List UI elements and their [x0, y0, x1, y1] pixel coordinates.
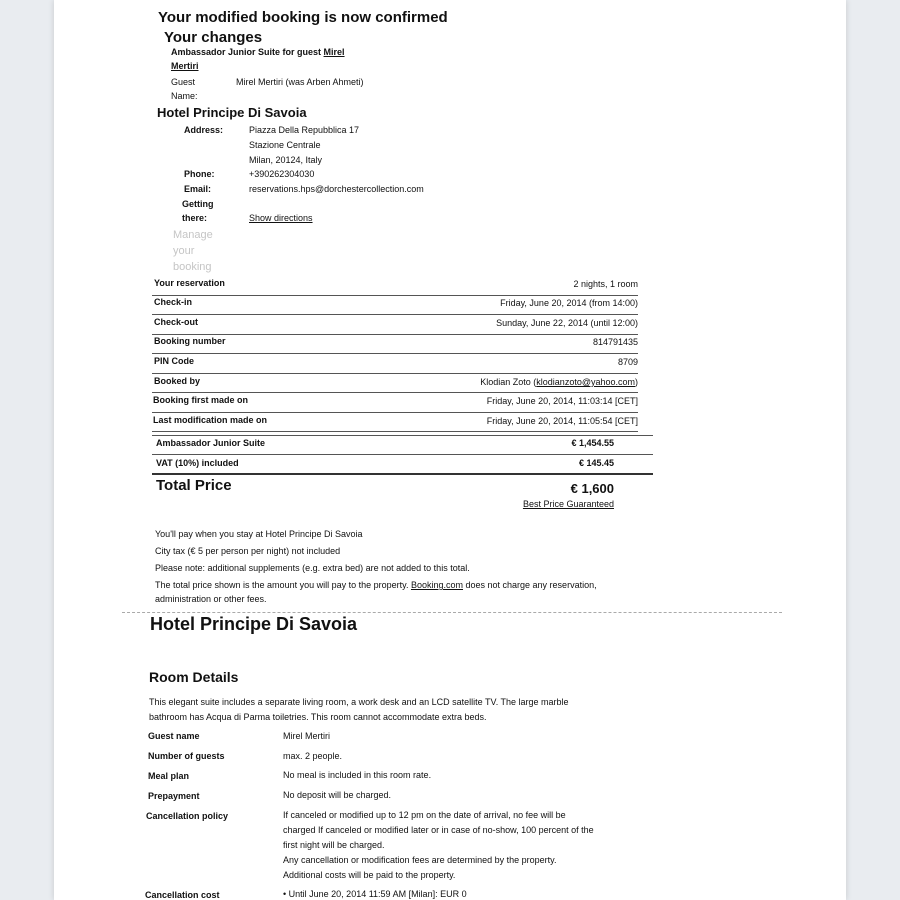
- change-item: [171, 47, 345, 57]
- booking-number-value: 814791435: [592, 337, 638, 347]
- prepayment-label: Prepayment: [148, 791, 200, 801]
- guest-name-detail: Mirel Mertiri: [283, 731, 330, 741]
- manage-booking-link[interactable]: Manage: [173, 229, 213, 241]
- cancellation-line-5: Additional costs will be paid to the property.: [283, 870, 456, 880]
- change-item-prefix: Ambassador Junior Suite for guest: [171, 47, 324, 57]
- show-directions-link[interactable]: Show directions: [249, 213, 313, 223]
- row-divider: [152, 334, 638, 335]
- price-divider: [152, 454, 653, 455]
- checkin-label: Check-in: [154, 297, 193, 307]
- guest-label-2: Name:: [171, 91, 198, 101]
- address-line-3: Milan, 20124, Italy: [249, 155, 323, 165]
- prepayment-value: No deposit will be charged.: [283, 790, 392, 800]
- meal-plan-label: Meal plan: [148, 771, 190, 781]
- row-divider: [152, 353, 638, 354]
- phone-label: Phone:: [184, 169, 215, 179]
- cancellation-policy-label: Cancellation policy: [146, 811, 229, 821]
- row-divider: [152, 373, 638, 374]
- section-separator: [122, 612, 782, 613]
- manage-booking-link-2[interactable]: your: [173, 245, 195, 257]
- vat-label: VAT (10%) included: [156, 458, 239, 468]
- room-description-line-1: This elegant suite includes a separate living room, a work desk and an LCD satellite TV. The large marble: [149, 697, 569, 707]
- city-tax-note: City tax (€ 5 per person per night) not included: [155, 546, 341, 556]
- last-modified-value: Friday, June 20, 2014, 11:05:54 [CET]: [486, 416, 638, 426]
- guest-name-value: Mirel Mertiri (was Arben Ahmeti): [236, 77, 364, 87]
- booking-com-link[interactable]: Booking.com: [410, 580, 463, 590]
- total-price-label: Total Price: [156, 477, 232, 494]
- total-explanation-note: [155, 580, 597, 590]
- room-price-value: € 1,454.55: [571, 438, 614, 448]
- row-divider: [152, 392, 638, 393]
- getting-there-label-2: there:: [182, 213, 208, 223]
- cancellation-line-1: If canceled or modified up to 12 pm on the date of arrival, no fee will be: [283, 810, 566, 820]
- booking-number-label: Booking number: [154, 336, 226, 346]
- pin-code-label: PIN Code: [154, 356, 195, 366]
- cancellation-line-4: Any cancellation or modification fees are determined by the property.: [283, 855, 557, 865]
- price-divider: [152, 435, 653, 436]
- phone-value: +390262304030: [249, 169, 315, 179]
- cancellation-line-3: first night will be charged.: [283, 840, 385, 850]
- reservation-row-label: Your reservation: [154, 278, 225, 288]
- getting-there-label: Getting: [182, 199, 214, 209]
- pay-at-hotel-note: You'll pay when you stay at Hotel Principe Di Savoia: [155, 529, 363, 539]
- checkin-value: Friday, June 20, 2014 (from 14:00): [500, 298, 638, 308]
- confirmation-title: Your modified booking is now confirmed: [158, 9, 448, 26]
- first-made-label: Booking first made on: [153, 395, 249, 405]
- total-explanation-note-2: administration or other fees.: [155, 594, 267, 604]
- pin-code-value: 8709: [617, 357, 638, 367]
- address-line-1: Piazza Della Repubblica 17: [249, 125, 360, 135]
- number-of-guests-label: Number of guests: [148, 751, 225, 761]
- total-price-value: € 1,600: [570, 481, 614, 496]
- room-section-hotel-name: Hotel Principe Di Savoia: [150, 614, 358, 634]
- guest-label: Guest: [171, 77, 196, 87]
- supplements-note: Please note: additional supplements (e.g. extra bed) are not added to this total.: [155, 563, 470, 573]
- booker-email-link[interactable]: klodianzoto@yahoo.com: [536, 377, 635, 387]
- booked-by-label: Booked by: [154, 376, 201, 386]
- change-guest-link-line2[interactable]: Mertiri: [171, 61, 199, 71]
- row-divider: [152, 295, 638, 296]
- total-divider: [152, 473, 653, 475]
- address-label: Address:: [184, 125, 224, 135]
- guest-name-label: Guest name: [148, 731, 200, 741]
- best-price-guaranteed-link[interactable]: Best Price Guaranteed: [522, 499, 614, 509]
- address-line-2: Stazione Centrale: [249, 140, 321, 150]
- meal-plan-value: No meal is included in this room rate.: [283, 770, 432, 780]
- total-note-text: The total price shown is the amount you will pay to the property.: [155, 580, 411, 590]
- vat-value: € 145.45: [578, 458, 614, 468]
- manage-booking-link-3[interactable]: booking: [173, 261, 212, 273]
- change-guest-link[interactable]: Mirel: [323, 47, 345, 57]
- changes-title: Your changes: [164, 29, 263, 46]
- room-price-label: Ambassador Junior Suite: [156, 438, 266, 448]
- document-page: [54, 0, 846, 900]
- cancellation-line-2: charged If canceled or modified later or in case of no-show, 100 percent of the: [283, 825, 594, 835]
- room-details-title: Room Details: [149, 669, 239, 685]
- hotel-name: Hotel Principe Di Savoia: [157, 105, 307, 120]
- booked-by-value: [480, 377, 638, 387]
- cancellation-cost-label: Cancellation cost: [145, 890, 220, 900]
- cancellation-cost-value: • Until June 20, 2014 11:59 AM [Milan]: EUR 0: [283, 889, 467, 899]
- row-divider: [152, 412, 638, 413]
- last-modified-label: Last modification made on: [153, 415, 268, 425]
- row-divider: [152, 431, 638, 432]
- room-description-line-2: bathroom has Acqua di Parma toiletries. This room cannot accommodate extra beds.: [149, 712, 487, 722]
- checkout-label: Check-out: [154, 317, 199, 327]
- booker-bracket: ): [635, 377, 638, 387]
- total-note-text-2: does not charge any reservation,: [463, 580, 597, 590]
- number-of-guests-value: max. 2 people.: [283, 751, 343, 761]
- checkout-value: Sunday, June 22, 2014 (until 12:00): [496, 318, 638, 328]
- reservation-row-value: 2 nights, 1 room: [573, 279, 638, 289]
- email-label: Email:: [184, 184, 212, 194]
- first-made-value: Friday, June 20, 2014, 11:03:14 [CET]: [486, 396, 638, 406]
- row-divider: [152, 314, 638, 315]
- email-value[interactable]: reservations.hps@dorchestercollection.com: [249, 184, 424, 194]
- booker-name: Klodian Zoto (: [480, 377, 537, 387]
